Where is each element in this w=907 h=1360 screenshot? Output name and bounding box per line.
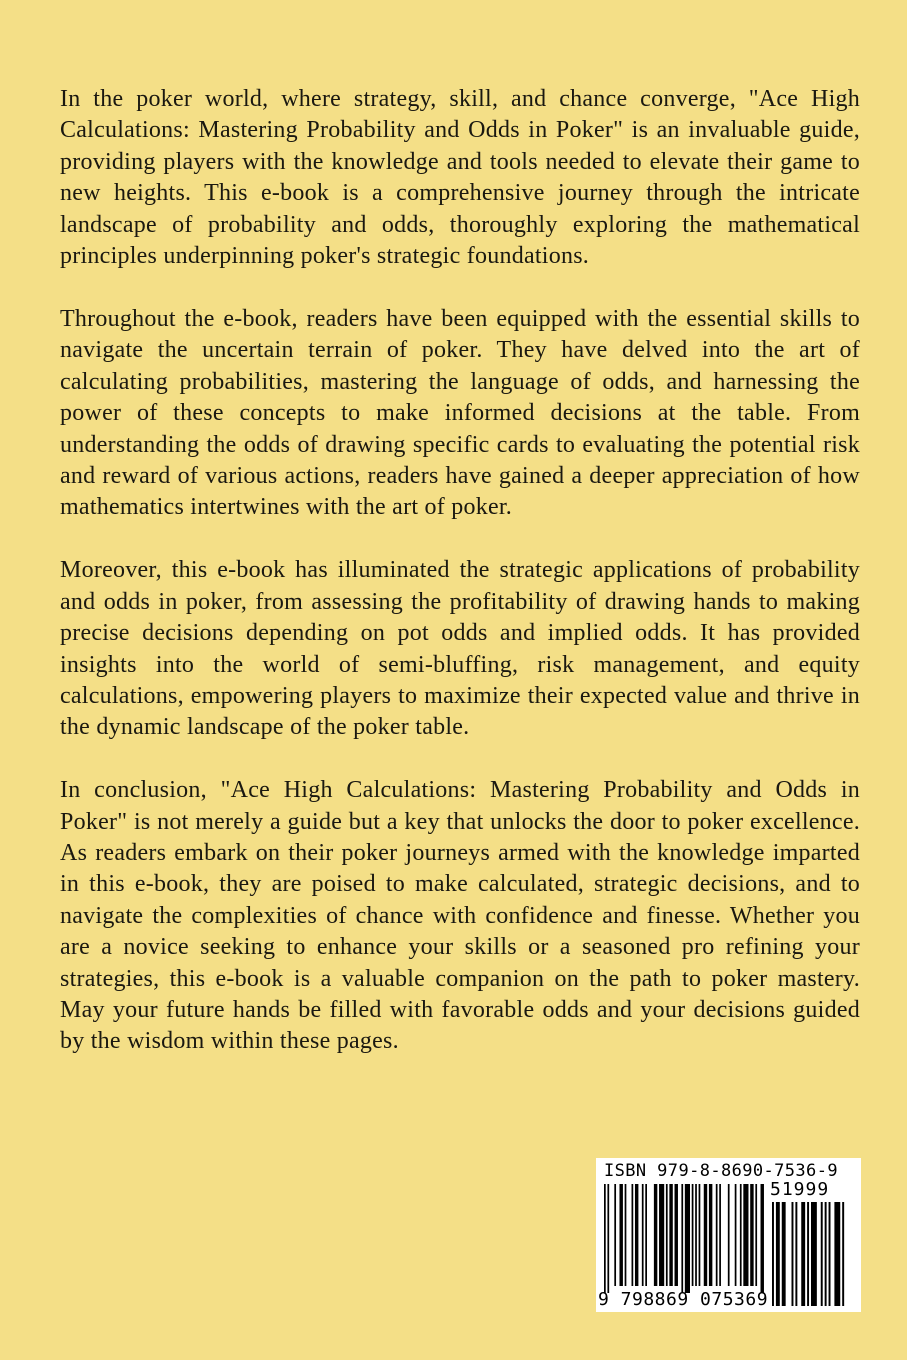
barcode-bar <box>755 1184 757 1286</box>
barcode-bar <box>704 1184 707 1286</box>
isbn-label: ISBN 979-8-8690-7536-9 <box>604 1161 838 1181</box>
barcode-bar <box>659 1184 664 1286</box>
paragraph-conclusion: In conclusion, "Ace High Calculations: Mastering Probability and Odds in Poker" is not merely a guide but a key that unlocks the door to poker excellence. As readers embark on their poker journeys armed with the knowledge imparted in this e-book, they are poised to make calculated, strategic decisions, and to navigate the complexities of chance with confidence and finesse. Whether you are a novice seeking to enhance your skills or a seasoned pro refining your strategies, this e-book is a valuable companion on the path to poker mastery. May your future hands be filled with favorable odds and your decisions guided by the wisdom within these pages. <box>60 777 860 1055</box>
barcode-bar <box>625 1184 627 1286</box>
barcode-bar <box>645 1184 647 1286</box>
back-cover-text <box>60 84 860 1089</box>
barcode-bar <box>735 1184 737 1286</box>
barcode-bar <box>669 1184 672 1286</box>
barcode-bar <box>811 1202 817 1306</box>
barcode-bar <box>801 1202 805 1306</box>
barcode-bar <box>716 1184 718 1286</box>
barcode-bar <box>632 1184 634 1286</box>
barcode-bar <box>782 1202 786 1306</box>
addon-barcode-bars <box>772 1202 852 1306</box>
barcode-bar <box>719 1184 721 1286</box>
barcode-bar <box>614 1184 616 1286</box>
barcode-bar <box>829 1202 831 1306</box>
barcode-bar <box>792 1202 794 1306</box>
isbn-barcode <box>596 1158 861 1312</box>
barcode-bar <box>740 1184 742 1286</box>
barcode-bar <box>761 1184 764 1293</box>
barcode-bar <box>604 1184 606 1293</box>
barcode-bar <box>795 1202 797 1306</box>
barcode-bar <box>699 1184 701 1286</box>
price-addon-digits: 51999 <box>770 1179 830 1200</box>
barcode-bar <box>675 1184 678 1286</box>
ean-digits: 9 798869 075369 <box>598 1289 769 1310</box>
barcode-bar <box>685 1184 690 1293</box>
barcode-bar <box>692 1184 694 1286</box>
barcode-bar <box>743 1184 748 1286</box>
paragraph-skills: Throughout the e-book, readers have been equipped with the essential skills to navigate the uncertain terrain of poker. They have delved into the art of calculating probabilities, mastering the language of odds, and harnessing the power of these concepts to make informed decisions at the table. From understanding the odds of drawing specific cards to evaluating the potential risk and reward of various actions, readers have gained a deeper appreciation of how mathematics intertwines with the art of poker. <box>60 305 860 521</box>
barcode-bar <box>821 1202 823 1306</box>
barcode-bar <box>776 1202 780 1306</box>
barcode-bar <box>825 1202 827 1306</box>
barcode-bar <box>750 1184 753 1286</box>
barcode-bar <box>842 1202 844 1306</box>
paragraph-intro: In the poker world, where strategy, skill, and chance converge, "Ace High Calculations: Mastering Probability and Odds in Poker" is an invaluable guide, providing players with the knowledge and tools needed to elevate their game to new heights. This e-book is a comprehensive journey through the intricate landscape of probability and odds, thoroughly exploring the mathematical principles underpinning poker's strategic foundations. <box>60 86 860 270</box>
barcode-bar <box>772 1202 774 1306</box>
barcode-bar <box>607 1184 609 1293</box>
barcode-bar <box>635 1184 638 1286</box>
barcode-bar <box>654 1184 657 1286</box>
barcode-bar <box>681 1184 683 1293</box>
ean-barcode-bars <box>604 1184 766 1293</box>
barcode-bar <box>807 1202 809 1306</box>
barcode-bar <box>728 1184 730 1286</box>
barcode-bar <box>709 1184 712 1286</box>
barcode-bar <box>666 1184 668 1286</box>
barcode-bar <box>834 1202 840 1306</box>
barcode-bar <box>619 1184 622 1286</box>
barcode-bar <box>642 1184 644 1286</box>
barcode-bar <box>695 1184 697 1286</box>
paragraph-applications: Moreover, this e-book has illuminated the strategic applications of probability and odds in poker, from assessing the profitability of drawing hands to making precise decisions depending on pot odds and implied odds. It has provided insights into the world of semi-bluffing, risk management, and equity calculations, empowering players to maximize their expected value and thrive in the dynamic landscape of the poker table. <box>60 557 860 741</box>
